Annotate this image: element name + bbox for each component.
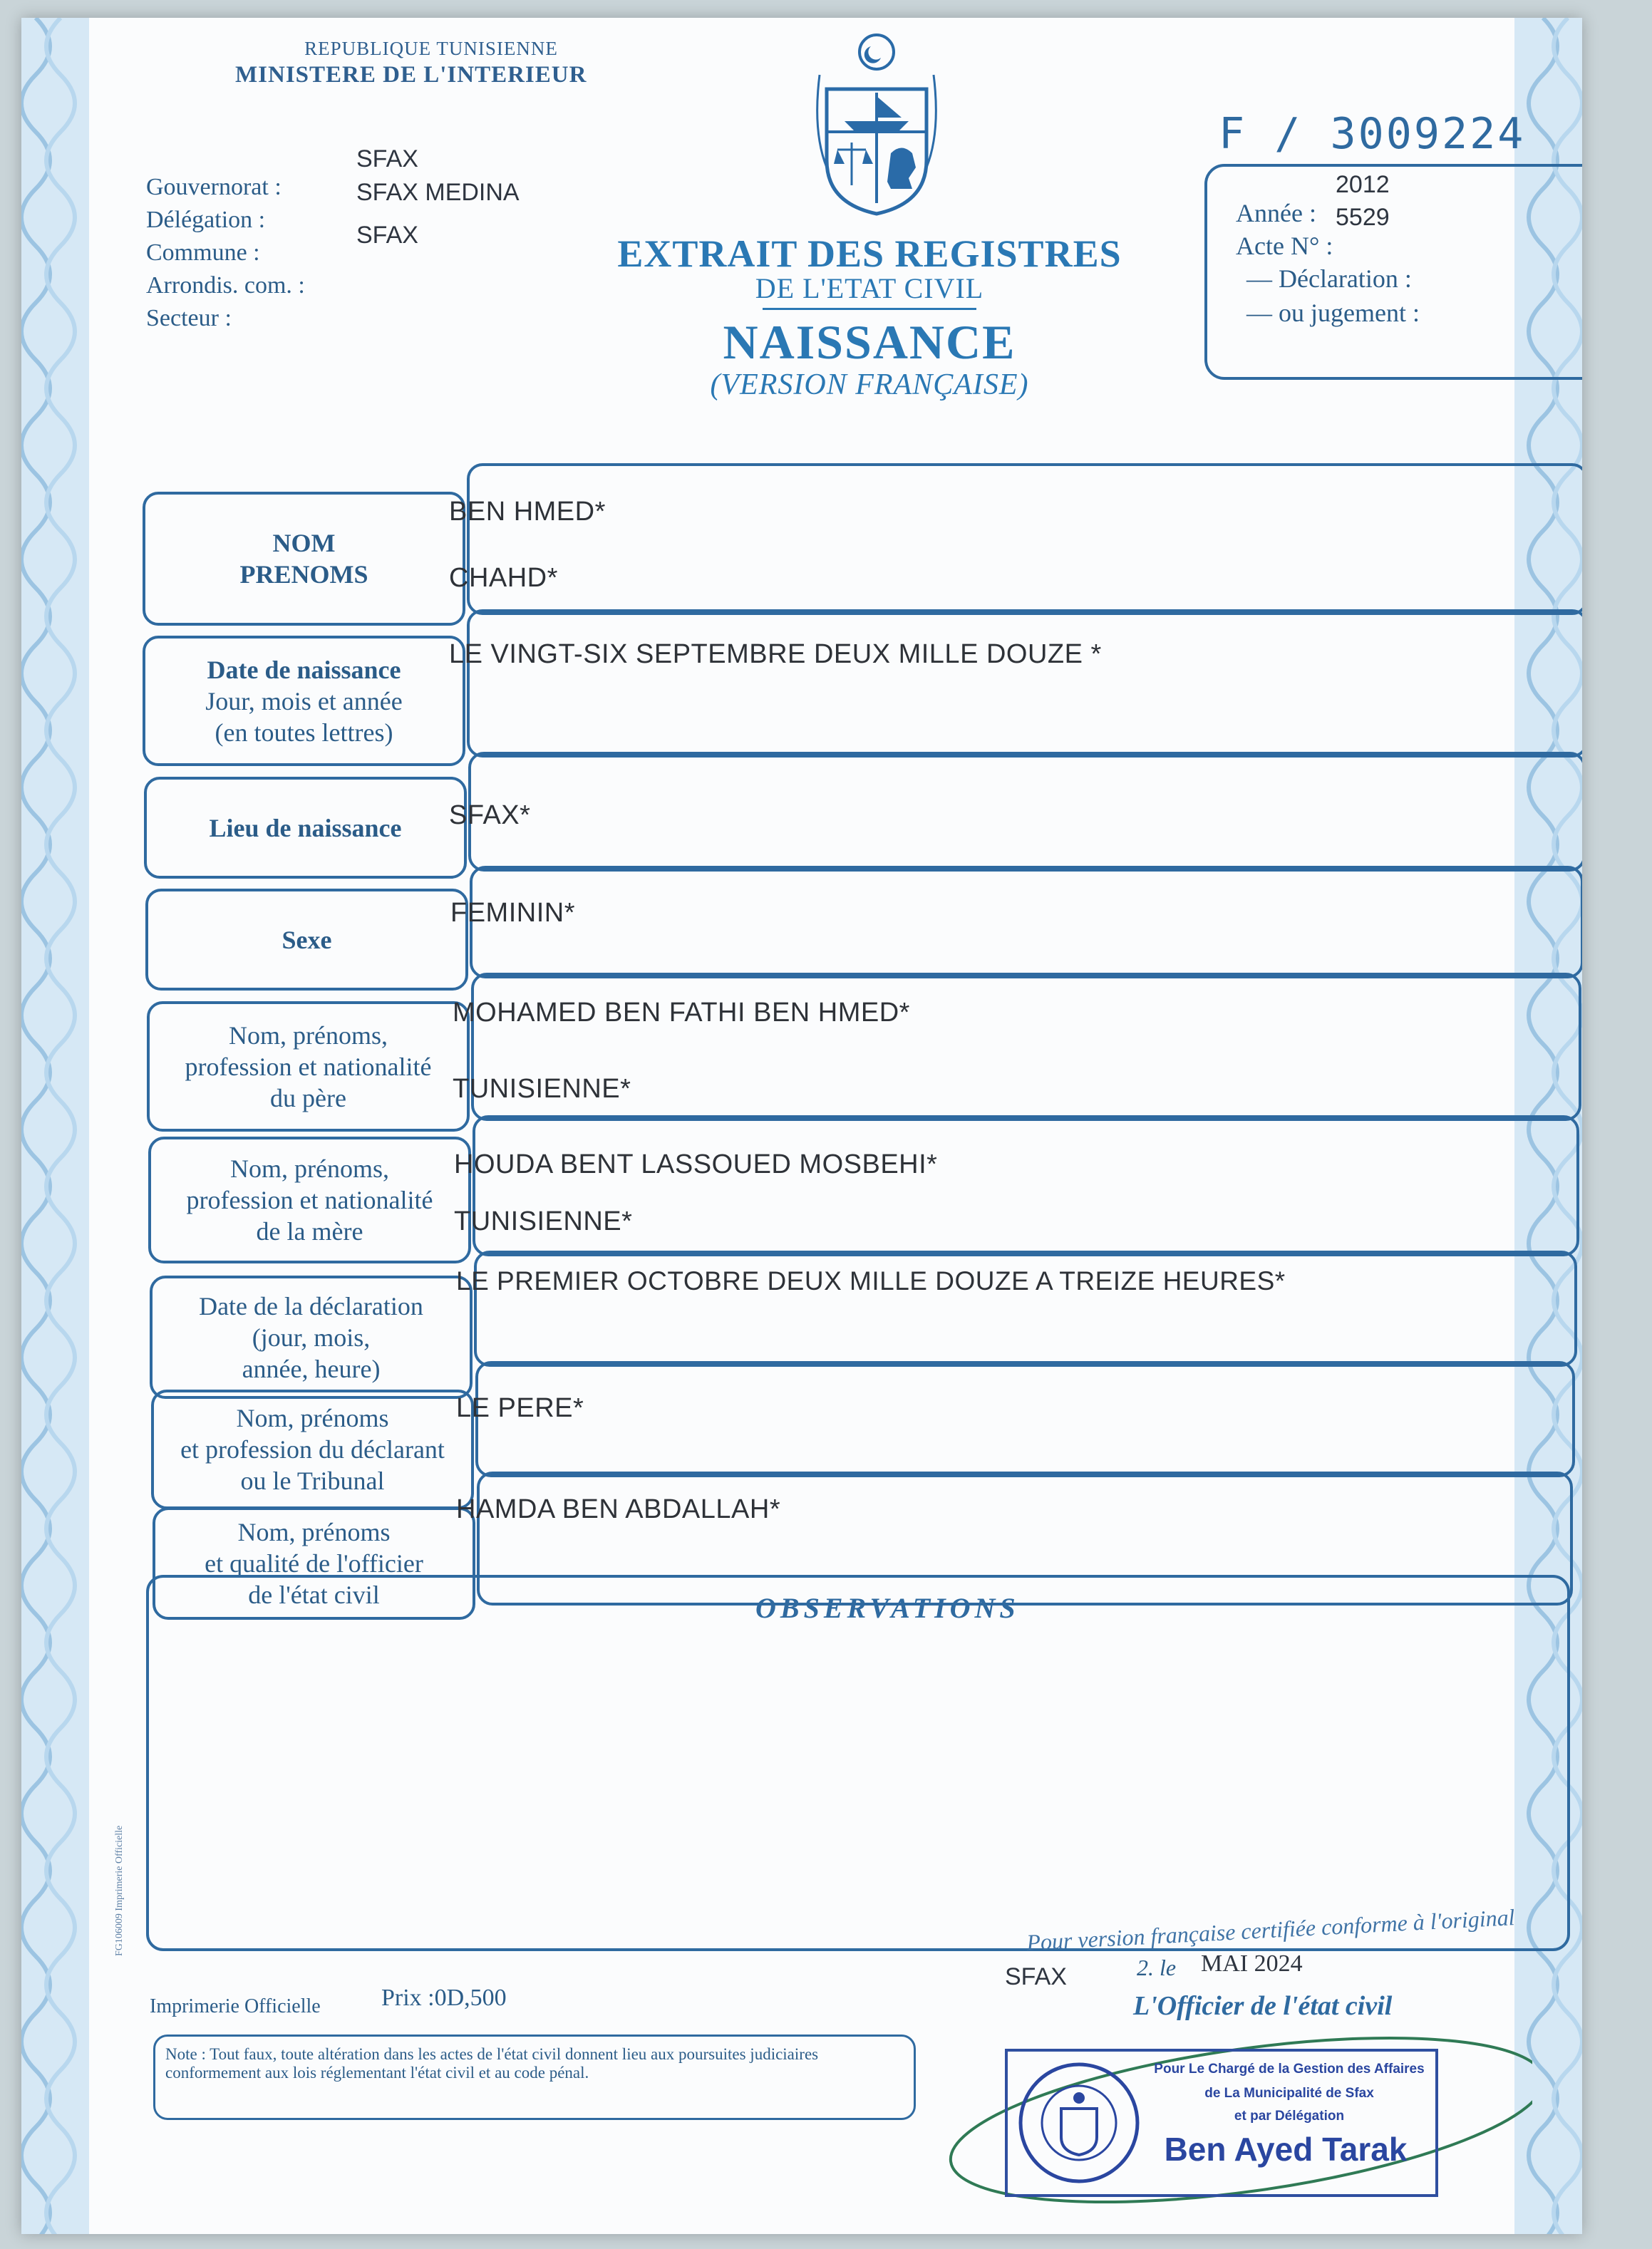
mere-value-nationality: TUNISIENNE*: [454, 1206, 633, 1236]
vertical-printer-code: FG106009 Imprimerie Officielle: [114, 1825, 125, 1956]
sexe-value-cell: [470, 866, 1582, 978]
declaration-date-value: LE PREMIER OCTOBRE DEUX MILLE DOUZE A TREIZE HEURES*: [456, 1266, 1286, 1296]
mere-label-2: profession et nationalité: [186, 1186, 433, 1214]
declarant-label-2: et profession du déclarant: [180, 1435, 445, 1464]
acte-number-label: Acte N° :: [1236, 232, 1333, 260]
annee-label: Année :: [1236, 199, 1316, 227]
declarant-label-3: ou le Tribunal: [240, 1467, 385, 1495]
stamp-signatory-name: Ben Ayed Tarak: [1164, 2131, 1408, 2168]
date-naissance-value-cell: [467, 609, 1582, 758]
acte-info-box: [1204, 164, 1582, 380]
pere-value-cell: [471, 973, 1581, 1121]
declaration-date-label-cell: [150, 1276, 473, 1399]
municipal-seal-icon: [1015, 2059, 1143, 2187]
legal-note-box: Note : Tout faux, toute altération dans les actes de l'état civil donnent lieu aux poursuites judiciaires conformement aux lois réglementant l'état civil et au code pénal.: [153, 2035, 916, 2120]
mere-value-cell: [473, 1115, 1579, 1256]
sexe-label-cell: [145, 889, 468, 991]
commune-value: SFAX: [356, 222, 418, 249]
declarant-label-1: Nom, prénoms: [236, 1404, 389, 1432]
gouvernorat-label: Gouvernorat :: [146, 174, 282, 200]
pere-label-3: du père: [270, 1083, 346, 1112]
date-naissance-label-3: (en toutes lettres): [215, 718, 393, 747]
officier-label-3: de l'état civil: [248, 1581, 380, 1609]
sexe-value: FEMININ*: [450, 898, 575, 928]
admin-labels: [146, 171, 305, 335]
mere-value-name: HOUDA BENT LASSOUED MOSBEHI*: [454, 1149, 938, 1179]
declarant-label-cell: [151, 1390, 474, 1509]
nom-prenoms-label-cell: [143, 492, 465, 626]
date-naissance-value: LE VINGT-SIX SEPTEMBRE DEUX MILLE DOUZE *: [449, 639, 1102, 669]
nom-label: NOM: [272, 529, 336, 557]
certification-text: Pour version française certifiée conforme à l'original: [1026, 1904, 1516, 1955]
imprimerie-label: Imprimerie Officielle: [150, 1995, 321, 2017]
mere-label-3: de la mère: [256, 1217, 363, 1246]
left-decorative-border: [21, 18, 89, 2234]
pere-label-cell: [147, 1001, 470, 1132]
declaration-date-label-1: Date de la déclaration: [199, 1291, 423, 1320]
delegation-label: Délégation :: [146, 207, 266, 233]
date-naissance-label-cell: [143, 636, 465, 766]
annee-value: 2012: [1336, 171, 1390, 198]
nom-prenoms-value-cell: [467, 463, 1582, 615]
commune-label: Commune :: [146, 239, 260, 266]
nom-value: BEN HMED*: [449, 497, 606, 527]
title-line-1: EXTRAIT DES REGISTRES: [617, 232, 1122, 275]
title-line-3: NAISSANCE: [723, 315, 1016, 369]
coat-of-arms-emblem: [805, 25, 948, 217]
pere-label-1: Nom, prénoms,: [229, 1020, 388, 1050]
sexe-label: Sexe: [282, 925, 332, 954]
officier-value: HAMDA BEN ABDALLAH*: [456, 1494, 781, 1524]
declarant-value: LE PERE*: [456, 1393, 584, 1423]
mere-label-cell: [148, 1137, 471, 1263]
declaration-label: — Déclaration :: [1246, 264, 1412, 293]
delegation-value: SFAX MEDINA: [356, 179, 520, 206]
date-prefix: 2. le: [1137, 1955, 1177, 1980]
prenoms-label: PRENOMS: [239, 560, 368, 589]
pere-value-nationality: TUNISIENNE*: [453, 1074, 631, 1104]
birth-certificate-page: [21, 18, 1582, 2234]
pere-value-name: MOHAMED BEN FATHI BEN HMED*: [453, 998, 910, 1028]
arrondissement-label: Arrondis. com. :: [146, 272, 305, 299]
prenoms-value: CHAHD*: [449, 563, 558, 593]
stamp-line-2: de La Municipalité de Sfax: [1204, 2086, 1374, 2101]
stamp-line-1: Pour Le Chargé de la Gestion des Affaires: [1154, 2062, 1425, 2077]
prix-label: Prix :0D,500: [381, 1985, 507, 2011]
document-title-block: [606, 232, 1133, 402]
gouvernorat-value: SFAX: [356, 145, 418, 172]
lieu-naissance-label: Lieu de naissance: [209, 813, 402, 842]
observations-title: OBSERVATIONS: [755, 1592, 1020, 1624]
lieu-naissance-value: SFAX*: [449, 800, 531, 830]
title-line-4: (VERSION FRANÇAISE): [710, 368, 1029, 401]
jugement-label: — ou jugement :: [1246, 299, 1420, 327]
officier-label-1: Nom, prénoms: [237, 1518, 391, 1546]
republic-heading: REPUBLIQUE TUNISIENNE: [304, 38, 558, 59]
declaration-date-label-3: année, heure): [242, 1354, 381, 1383]
date-naissance-label-1: Date de naissance: [207, 655, 401, 684]
pere-label-2: profession et nationalité: [185, 1052, 432, 1081]
official-stamp: [1005, 2049, 1438, 2197]
title-divider: [763, 308, 976, 310]
title-line-2: DE L'ETAT CIVIL: [755, 272, 984, 304]
lieu-naissance-label-cell: [144, 777, 467, 879]
place-value: SFAX: [1005, 1963, 1067, 1990]
declarant-value-cell: [475, 1361, 1575, 1477]
serial-number: F / 3009224: [1219, 109, 1526, 159]
date-naissance-label-2: Jour, mois et année: [205, 686, 403, 715]
acte-number-value: 5529: [1336, 204, 1390, 231]
declaration-date-label-2: (jour, mois,: [252, 1323, 371, 1352]
lieu-naissance-value-cell: [468, 752, 1582, 872]
date-value: MAI 2024: [1201, 1950, 1303, 1977]
officer-title: L'Officier de l'état civil: [1133, 1991, 1393, 2021]
mere-label-1: Nom, prénoms,: [230, 1154, 389, 1183]
observations-box: [146, 1575, 1570, 1951]
stamp-line-3: et par Délégation: [1234, 2109, 1345, 2124]
ministry-heading: MINISTERE DE L'INTERIEUR: [235, 62, 587, 88]
secteur-label: Secteur :: [146, 305, 232, 331]
officier-label-2: et qualité de l'officier: [205, 1549, 423, 1578]
